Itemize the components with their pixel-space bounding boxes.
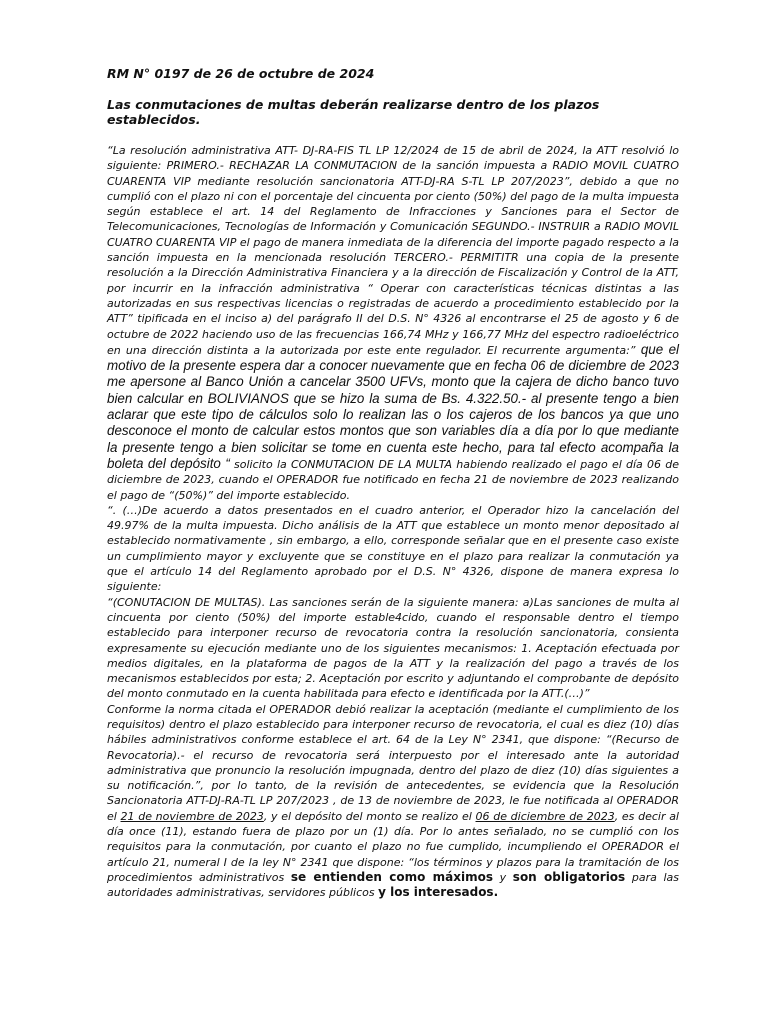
conclusion-text-e: para las autoridades administrativas, servidores públicos: [107, 870, 679, 900]
document-body: [107, 66, 679, 901]
paragraph-1-tail: solicito la CONMUTACION DE LA MULTA habiendo realizado el pago el día 06 de diciembre de 2023, cuando el OPERADOR fue notificado en fecha 21 de noviembre de 2023 realizando el pago de “(50%)” del importe establecido.: [107, 457, 679, 502]
paragraph-article: “(CONUTACION DE MULTAS). Las sanciones serán de la siguiente manera: a)Las sanciones de multa al cincuenta por ciento (50%) del importe estable4cido, cuando el responsable dentro el tiempo establecido para interponer recurso de revocatoria contra la resolución sancionatoria, consienta expresamente su ejecución mediante uno de los siguientes mecanismos: 1. Aceptación efectuada por medios digitales, en la plataforma de pagos de la ATT y la realización del pago a través de los mecanismos establecidos por esta; 2. Aceptación por escrito y adjuntando el comprobante de depósito del monto conmutado en la cuenta habilitada para efecto e identificada por la ATT.(…)”: [107, 595, 679, 701]
notification-date: 21 de noviembre de 2023: [120, 809, 264, 823]
document-title: RM N° 0197 de 26 de octubre de 2024: [107, 66, 375, 81]
conclusion-text-d: y: [493, 870, 513, 884]
paragraph-conclusion: [107, 702, 679, 901]
bold-interesados: y los interesados.: [378, 885, 499, 900]
bold-maximos: se entienden como máximos: [290, 869, 493, 884]
paragraph-1-text: “La resolución administrativa ATT- DJ-RA-FIS TL LP 12/2024 de 15 de abril de 2024, la ATT resolvió lo siguiente: PRIMERO.- RECHAZAR LA CONMUTACION de la sanción impuesta a RADIO MOVIL CUATRO CUARENTA VIP mediante resolución sancionatoria ATT-DJ-RA S-TL LP 207/2023”, debido a que no cumplió con el plazo ni con el porcentaje del cincuenta por ciento (50%) del pago de la multa impuesta según establece el art. 14 del Reglamento de Infracciones y Sanciones para el Sector de Telecomunicaciones, Tecnologías de Información y Comunicación SEGUNDO.- INSTRUIR a RADIO MOVIL CUATRO CUARENTA VIP el pago de manera inmediata de la diferencia del importe pagado respecto a la sanción impuesta en la mencionada resolución TERCERO.- PERMITITR una copia de la presente resolución a la Dirección Administrativa Financiera y a la dirección de Fiscalización y Control de la ATT, por incurrir en la infracción administrativa “ Operar con características técnicas distintas a las autorizadas en sus respectivas licencias o registradas de acuerdo a procedimiento establecido por la ATT” tipificada en el inciso a) del parágrafo II del D.S. N° 4326 al encontrarse el 25 de agosto y 6 de octubre de 2022 haciendo uso de las frecuencias 166,74 MHz y 166,77 MHz del espectro radioeléctrico en una dirección distinta a la autorizada por este ente regulador. El recurrente argumenta:”: [107, 144, 679, 357]
conclusion-text-a: Conforme la norma citada el OPERADOR debió realizar la aceptación (mediante el cumplimiento de los requisitos) dentro el plazo establecido para interponer recurso de revocatoria, el cual es diez (10) días hábiles administrativos conforme establece el art. 64 de la Ley N° 2341, que dispone: “(Recurso de Revocatoria).- el recurso de revocatoria será interpuesto por el interesado ante la autoridad administrativa que pronuncio la resolución impugnada, dentro del plazo de diez (10) días siguientes a su notificación.”, por lo tanto, de la revisión de antecedentes, se evidencia que la Resolución Sancionatoria ATT-DJ-RA-TL LP 207/2023 , de 13 de noviembre de 2023, le fue notificada al OPERADOR el: [107, 702, 679, 823]
conclusion-text-c: , es decir al día once (11), estando fuera de plazo por un (1) día. Por lo antes señalado, no se cumplió con los requisitos para la conmutación, por cuanto el plazo no fue cumplido, incumpliendo el OPERADOR el artículo 21, numeral I de la ley N° 2341 que dispone: “los términos y plazos para la tramitación de los procedimientos administrativos: [107, 809, 679, 884]
paragraph-resolution: [107, 143, 679, 503]
bold-obligatorios: son obligatorios: [512, 869, 626, 884]
paragraph-1-quote: que el motivo de la presente espera dar a conocer nuevamente que en fecha 06 de diciembre de 2023 me apersone al Banco Unión a cancelar 3500 UFVs, monto que la cajera de dicho banco tuvo bien calcular en BOLIVIANOS que se hizo la suma de Bs. 4.322.50.- al presente tengo a bien aclarar que este tipo de cálculos solo lo realizan las o los cajeros de los bancos ya que uno desconoce el monto de calcular estos montos que son variables día a día por lo que mediante la presente tengo a bien solicitar se tome en cuenta este hecho, para tal efecto acompaña la boleta del depósito “: [107, 341, 679, 471]
paragraph-analysis: “. (…)De acuerdo a datos presentados en el cuadro anterior, el Operador hizo la cancelación del 49.97% de la multa impuesta. Dicho análisis de la ATT que establece un monto menor depositado al establecido normativamente , sin embargo, a ello, corresponde señalar que en el presente caso existe un cumplimiento mayor y excluyente que se constituye en el plazo para realizar la conmutación ya que el artículo 14 del Reglamento aprobado por el D.S. N° 4326, dispone de manera expresa lo siguiente:: [107, 503, 679, 594]
conclusion-text-b: , y el depósito del monto se realizo el: [263, 809, 476, 823]
document-subtitle: Las conmutaciones de multas deberán realizarse dentro de los plazos establecidos.: [107, 97, 600, 127]
deposit-date: 06 de diciembre de 2023: [475, 809, 615, 823]
